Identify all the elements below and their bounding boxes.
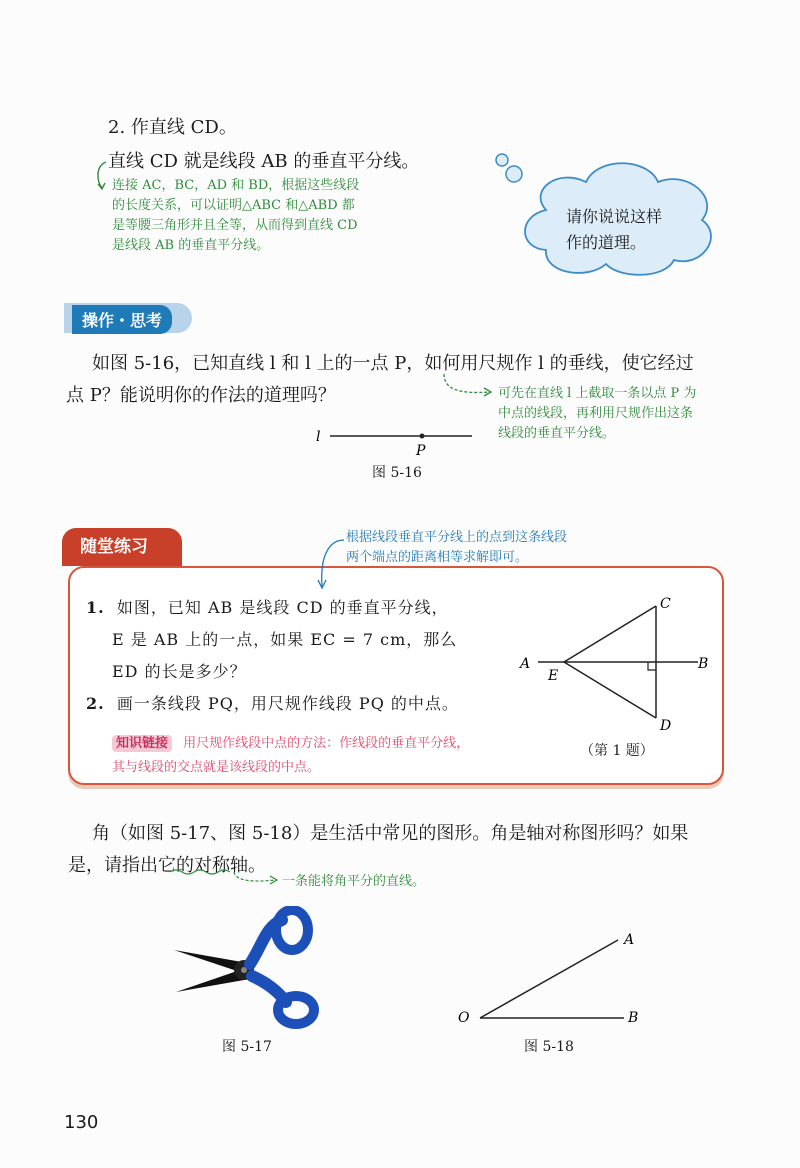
scissors-image xyxy=(170,906,320,1036)
knowledge-link: 知识链接 用尺规作线段中点的方法：作线段的垂直平分线， 其与线段的交点就是该线段的中点。 xyxy=(112,736,470,775)
proof-note: 连接 AC，BC，AD 和 BD，根据这些线段 的长度关系，可以证明△ABC 和△ABD 都 是等腰三角形并且全等，从而得到直线 CD 是线段 AB 的垂直平分线。 xyxy=(112,178,360,253)
section-tab-label: 操作・思考 xyxy=(72,305,172,334)
exercise-tab: 随堂练习 xyxy=(62,528,182,566)
step-2: 2. 作直线 CD。 xyxy=(108,117,237,138)
svg-text:C: C xyxy=(660,596,671,612)
axis-hint-arrow-icon xyxy=(166,868,286,888)
svg-text:B: B xyxy=(628,1010,639,1026)
section-tab xyxy=(64,303,192,333)
svg-text:A: A xyxy=(624,932,635,948)
hint-arrow-icon xyxy=(440,372,496,406)
svg-text:D: D xyxy=(660,718,672,734)
exercise-figure xyxy=(512,592,712,734)
figure-5-16 xyxy=(312,424,482,458)
note-arrow-icon xyxy=(92,158,112,194)
fig-5-18-caption: 图 5-18 xyxy=(524,1039,574,1055)
point-p-label: P xyxy=(416,443,426,458)
angle-question: 角（如图 5-17、图 5-18）是生活中常见的图形。角是轴对称图形吗？如果 是，请指出它的对称轴。 xyxy=(68,823,689,876)
knowledge-badge: 知识链接 xyxy=(112,735,172,752)
svg-text:B: B xyxy=(698,656,709,672)
svg-text:E: E xyxy=(548,668,559,684)
construction-hint: 可先在直线 l 上截取一条以点 P 为 中点的线段，再利用尺规作出这条 线段的垂直平分线。 xyxy=(498,386,697,441)
exercise-fig-caption: （第 1 题） xyxy=(580,743,654,759)
cloud-text: 请你说说这样 作的道理。 xyxy=(566,207,663,252)
exercise-hint-arrow-icon xyxy=(310,538,350,594)
fig-5-16-caption: 图 5-16 xyxy=(372,465,422,481)
conclusion: 直线 CD 就是线段 AB 的垂直平分线。 xyxy=(108,151,420,172)
question: 如图 5-16，已知直线 l 和 l 上的一点 P，如何用尺规作 l 的垂线，使它经过 点 P？能说明你的作法的道理吗？ xyxy=(66,353,694,406)
angle-figure xyxy=(454,926,654,1028)
svg-text:O: O xyxy=(458,1010,470,1026)
question-1: 1. 如图，已知 AB 是线段 CD 的垂直平分线， E 是 AB 上的一点，如果 EC = 7 cm，那么 ED 的长是多少？ 2. 画一条线段 PQ，用尺规作线段 PQ 的中点。 xyxy=(86,598,459,713)
line-l-label: l xyxy=(316,429,321,445)
page-number: 130 xyxy=(64,1112,99,1133)
svg-text:A: A xyxy=(520,656,531,672)
axis-hint: 一条能将角平分的直线。 xyxy=(282,874,426,889)
exercise-hint: 根据线段垂直平分线上的点到这条线段 两个端点的距离相等求解即可。 xyxy=(346,530,568,565)
fig-5-17-caption: 图 5-17 xyxy=(222,1039,272,1055)
